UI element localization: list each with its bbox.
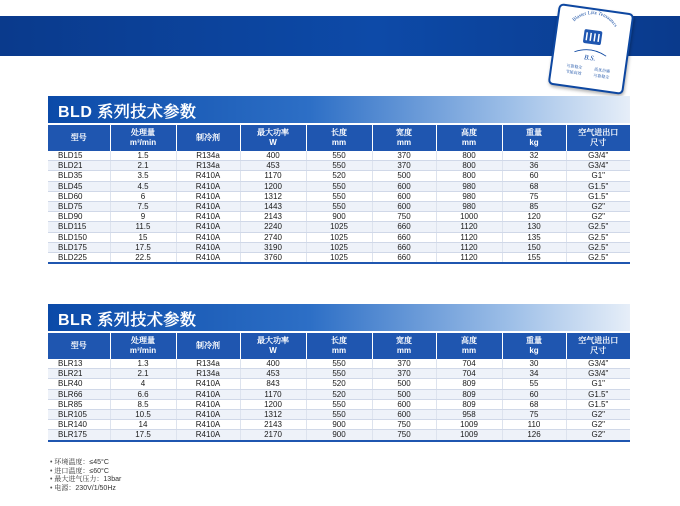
column-header-label: 高度 bbox=[461, 335, 477, 345]
table-cell: 14 bbox=[110, 420, 176, 430]
table-cell: 660 bbox=[372, 232, 436, 242]
column-header-unit: mm bbox=[331, 345, 347, 355]
table-cell: R410A bbox=[176, 399, 240, 409]
table-cell: 600 bbox=[372, 409, 436, 419]
table-cell: 550 bbox=[306, 409, 372, 419]
table-cell: G3/4" bbox=[566, 161, 630, 171]
bld-header-row bbox=[48, 125, 630, 151]
table-cell: G2" bbox=[566, 212, 630, 222]
table-cell: 1120 bbox=[436, 242, 502, 252]
table-cell: 400 bbox=[240, 151, 306, 161]
column-header-unit: m³/min bbox=[129, 137, 157, 147]
table-cell: 3190 bbox=[240, 242, 306, 252]
table-row bbox=[48, 191, 630, 201]
table-cell: 600 bbox=[372, 191, 436, 201]
table-row bbox=[48, 181, 630, 191]
table-cell: 980 bbox=[436, 201, 502, 211]
table-row bbox=[48, 201, 630, 211]
table-row bbox=[48, 379, 630, 389]
table-cell: 1312 bbox=[240, 191, 306, 201]
table-cell: 150 bbox=[502, 242, 566, 252]
table-cell: R410A bbox=[176, 409, 240, 419]
table-cell: R134a bbox=[176, 161, 240, 171]
model-cell: BLR40 bbox=[48, 379, 110, 389]
table-cell: R410A bbox=[176, 232, 240, 242]
table-row bbox=[48, 389, 630, 399]
column-header bbox=[240, 125, 306, 151]
note-inlet-temp: • 进口温度：≤60°C bbox=[50, 468, 121, 477]
table-cell: 7.5 bbox=[110, 201, 176, 211]
badge-line-2: 质优价廉 bbox=[593, 66, 611, 74]
table-cell: R410A bbox=[176, 430, 240, 441]
table-row bbox=[48, 430, 630, 441]
note-ambient-temp: • 环境温度：≤45°C bbox=[50, 459, 121, 468]
svg-text:Blaster Like Tensauters bbox=[572, 8, 619, 29]
table-cell: R410A bbox=[176, 181, 240, 191]
table-cell: 2.1 bbox=[110, 161, 176, 171]
table-cell: 9 bbox=[110, 212, 176, 222]
column-header-label: 宽度 bbox=[396, 127, 412, 137]
table-cell: 3760 bbox=[240, 252, 306, 263]
table-cell: 60 bbox=[502, 389, 566, 399]
table-row bbox=[48, 242, 630, 252]
table-cell: R134a bbox=[176, 151, 240, 161]
table-cell: 22.5 bbox=[110, 252, 176, 263]
table-cell: 520 bbox=[306, 379, 372, 389]
table-cell: 1312 bbox=[240, 409, 306, 419]
column-header-label: 高度 bbox=[461, 127, 477, 137]
model-cell: BLD150 bbox=[48, 232, 110, 242]
table-cell: 55 bbox=[502, 379, 566, 389]
table-cell: G1.5" bbox=[566, 181, 630, 191]
column-header bbox=[110, 333, 176, 359]
table-cell: 2.1 bbox=[110, 369, 176, 379]
table-cell: G2" bbox=[566, 420, 630, 430]
column-header-unit: mm bbox=[396, 137, 412, 147]
table-cell: 4.5 bbox=[110, 181, 176, 191]
model-cell: BLD45 bbox=[48, 181, 110, 191]
table-cell: 550 bbox=[306, 359, 372, 369]
note-power-supply: • 电源：230V/1/50Hz bbox=[50, 485, 121, 494]
table-cell: 30 bbox=[502, 359, 566, 369]
table-cell: R410A bbox=[176, 201, 240, 211]
table-cell: 809 bbox=[436, 399, 502, 409]
table-cell: 126 bbox=[502, 430, 566, 441]
model-cell: BLD15 bbox=[48, 151, 110, 161]
column-header bbox=[48, 333, 110, 359]
column-header bbox=[240, 333, 306, 359]
column-header-label: 宽度 bbox=[396, 335, 412, 345]
table-cell: 120 bbox=[502, 212, 566, 222]
table-row bbox=[48, 171, 630, 181]
column-header-label: 重量 bbox=[526, 335, 542, 345]
column-header-label: 最大功率 bbox=[257, 127, 289, 137]
column-header bbox=[306, 333, 372, 359]
table-cell: 370 bbox=[372, 161, 436, 171]
column-header-label: 长度 bbox=[331, 335, 347, 345]
table-cell: 809 bbox=[436, 379, 502, 389]
table-cell: 75 bbox=[502, 409, 566, 419]
column-header bbox=[176, 333, 240, 359]
table-cell: 1009 bbox=[436, 430, 502, 441]
table-row bbox=[48, 369, 630, 379]
table-cell: 1120 bbox=[436, 252, 502, 263]
badge-arc-text: Blaster Like Tensauters bbox=[572, 11, 618, 29]
table-row bbox=[48, 151, 630, 161]
table-cell: 500 bbox=[372, 389, 436, 399]
column-header-label: 空气进出口 bbox=[578, 127, 619, 137]
model-cell: BLD60 bbox=[48, 191, 110, 201]
bld-section-title: BLD 系列技术参数 bbox=[58, 104, 197, 121]
table-cell: 550 bbox=[306, 191, 372, 201]
column-header bbox=[502, 333, 566, 359]
brand-logo bbox=[548, 3, 635, 95]
table-cell: 550 bbox=[306, 201, 372, 211]
badge-line-1: 可靠稳定 bbox=[566, 62, 583, 70]
column-header bbox=[176, 125, 240, 151]
table-cell: R410A bbox=[176, 420, 240, 430]
column-header bbox=[566, 333, 630, 359]
table-cell: 958 bbox=[436, 409, 502, 419]
table-cell: 36 bbox=[502, 161, 566, 171]
column-header bbox=[48, 125, 110, 151]
model-cell: BLR105 bbox=[48, 409, 110, 419]
blr-spec-table bbox=[48, 333, 630, 442]
table-cell: 660 bbox=[372, 222, 436, 232]
table-cell: 1443 bbox=[240, 201, 306, 211]
table-cell: 1000 bbox=[436, 212, 502, 222]
column-header-label: 空气进出口 bbox=[578, 335, 619, 345]
table-cell: 15 bbox=[110, 232, 176, 242]
table-cell: 1170 bbox=[240, 171, 306, 181]
table-cell: 704 bbox=[436, 369, 502, 379]
table-cell: R410A bbox=[176, 222, 240, 232]
table-cell: 8.5 bbox=[110, 399, 176, 409]
table-cell: G1.5" bbox=[566, 389, 630, 399]
table-cell: 6 bbox=[110, 191, 176, 201]
table-cell: 1.5 bbox=[110, 151, 176, 161]
table-cell: 550 bbox=[306, 181, 372, 191]
table-cell: G3/4" bbox=[566, 369, 630, 379]
column-header bbox=[372, 125, 436, 151]
blr-section-header bbox=[48, 304, 630, 331]
table-cell: 34 bbox=[502, 369, 566, 379]
table-cell: 3.5 bbox=[110, 171, 176, 181]
table-row bbox=[48, 222, 630, 232]
table-cell: 550 bbox=[306, 369, 372, 379]
model-cell: BLD75 bbox=[48, 201, 110, 211]
table-cell: 1009 bbox=[436, 420, 502, 430]
table-cell: 843 bbox=[240, 379, 306, 389]
column-header bbox=[110, 125, 176, 151]
table-cell: 800 bbox=[436, 161, 502, 171]
column-header-label: 处理量 bbox=[131, 127, 155, 137]
column-header-label: 最大功率 bbox=[257, 335, 289, 345]
table-cell: 32 bbox=[502, 151, 566, 161]
table-cell: 1200 bbox=[240, 181, 306, 191]
table-cell: R134a bbox=[176, 359, 240, 369]
table-row bbox=[48, 232, 630, 242]
table-cell: 550 bbox=[306, 151, 372, 161]
table-cell: 520 bbox=[306, 171, 372, 181]
table-cell: 750 bbox=[372, 430, 436, 441]
table-cell: 1120 bbox=[436, 222, 502, 232]
table-row bbox=[48, 399, 630, 409]
table-cell: 750 bbox=[372, 420, 436, 430]
table-cell: 500 bbox=[372, 171, 436, 181]
table-cell: 68 bbox=[502, 399, 566, 409]
table-cell: 17.5 bbox=[110, 242, 176, 252]
table-cell: R410A bbox=[176, 242, 240, 252]
blr-section-title: BLR 系列技术参数 bbox=[58, 312, 197, 329]
table-cell: R134a bbox=[176, 369, 240, 379]
column-header-unit: W bbox=[269, 137, 277, 147]
table-cell: 550 bbox=[306, 399, 372, 409]
table-row bbox=[48, 212, 630, 222]
table-cell: 75 bbox=[502, 191, 566, 201]
table-cell: G2.5" bbox=[566, 222, 630, 232]
model-cell: BLR175 bbox=[48, 430, 110, 441]
table-cell: 980 bbox=[436, 181, 502, 191]
table-cell: 1025 bbox=[306, 242, 372, 252]
note-max-pressure: • 最大进气压力：13bar bbox=[50, 476, 121, 485]
table-cell: 1025 bbox=[306, 232, 372, 242]
table-cell: 370 bbox=[372, 151, 436, 161]
column-header-unit: m³/min bbox=[129, 345, 157, 355]
table-cell: G3/4" bbox=[566, 359, 630, 369]
svg-text:B.S.: B.S. bbox=[583, 53, 596, 63]
table-cell: 11.5 bbox=[110, 222, 176, 232]
table-cell: 1025 bbox=[306, 252, 372, 263]
table-cell: G2" bbox=[566, 409, 630, 419]
table-cell: 2143 bbox=[240, 420, 306, 430]
table-cell: 660 bbox=[372, 242, 436, 252]
table-cell: 110 bbox=[502, 420, 566, 430]
column-header-unit: kg bbox=[529, 345, 539, 355]
table-cell: 750 bbox=[372, 212, 436, 222]
table-row bbox=[48, 409, 630, 419]
model-cell: BLR13 bbox=[48, 359, 110, 369]
table-cell: 600 bbox=[372, 201, 436, 211]
table-cell: G2.5" bbox=[566, 252, 630, 263]
table-cell: 2740 bbox=[240, 232, 306, 242]
table-cell: 600 bbox=[372, 181, 436, 191]
column-header-unit: W bbox=[269, 345, 277, 355]
column-header-unit: mm bbox=[461, 345, 477, 355]
table-cell: 453 bbox=[240, 161, 306, 171]
table-cell: 2170 bbox=[240, 430, 306, 441]
column-header-label: 制冷剂 bbox=[196, 340, 220, 350]
table-cell: 2143 bbox=[240, 212, 306, 222]
table-cell: R410A bbox=[176, 171, 240, 181]
column-header-unit: mm bbox=[331, 137, 347, 147]
column-header-label: 处理量 bbox=[131, 335, 155, 345]
table-cell: R410A bbox=[176, 252, 240, 263]
bld-spec-table bbox=[48, 125, 630, 264]
table-cell: R410A bbox=[176, 191, 240, 201]
table-cell: R410A bbox=[176, 212, 240, 222]
table-cell: G1.5" bbox=[566, 399, 630, 409]
table-cell: 980 bbox=[436, 191, 502, 201]
table-cell: 660 bbox=[372, 252, 436, 263]
table-row bbox=[48, 420, 630, 430]
table-cell: G2.5" bbox=[566, 232, 630, 242]
model-cell: BLR21 bbox=[48, 369, 110, 379]
column-header-label: 重量 bbox=[526, 127, 542, 137]
table-cell: 155 bbox=[502, 252, 566, 263]
table-cell: R410A bbox=[176, 389, 240, 399]
table-cell: 6.6 bbox=[110, 389, 176, 399]
table-cell: G2" bbox=[566, 430, 630, 441]
footnotes bbox=[50, 459, 121, 493]
model-cell: BLD35 bbox=[48, 171, 110, 181]
column-header-unit: kg bbox=[529, 137, 539, 147]
table-cell: 600 bbox=[372, 399, 436, 409]
column-header bbox=[306, 125, 372, 151]
table-cell: 900 bbox=[306, 420, 372, 430]
table-cell: G1.5" bbox=[566, 191, 630, 201]
table-cell: 800 bbox=[436, 171, 502, 181]
column-header-unit: mm bbox=[396, 345, 412, 355]
table-cell: G2.5" bbox=[566, 242, 630, 252]
table-cell: 500 bbox=[372, 379, 436, 389]
table-cell: 68 bbox=[502, 181, 566, 191]
column-header-unit: 尺寸 bbox=[590, 137, 607, 147]
table-cell: 1025 bbox=[306, 222, 372, 232]
table-cell: R410A bbox=[176, 379, 240, 389]
model-cell: BLR85 bbox=[48, 399, 110, 409]
table-cell: 85 bbox=[502, 201, 566, 211]
table-cell: 10.5 bbox=[110, 409, 176, 419]
table-cell: 900 bbox=[306, 430, 372, 441]
table-cell: 370 bbox=[372, 359, 436, 369]
table-row bbox=[48, 252, 630, 263]
table-cell: 130 bbox=[502, 222, 566, 232]
badge-line-4: 可靠稳定 bbox=[593, 72, 610, 80]
column-header bbox=[436, 333, 502, 359]
column-header-label: 型号 bbox=[70, 132, 87, 142]
model-cell: BLR66 bbox=[48, 389, 110, 399]
table-cell: 800 bbox=[436, 151, 502, 161]
table-cell: 809 bbox=[436, 389, 502, 399]
table-cell: 1.3 bbox=[110, 359, 176, 369]
table-cell: 135 bbox=[502, 232, 566, 242]
table-cell: G1" bbox=[566, 379, 630, 389]
table-cell: 1170 bbox=[240, 389, 306, 399]
table-cell: 1200 bbox=[240, 399, 306, 409]
model-cell: BLD90 bbox=[48, 212, 110, 222]
table-cell: G1" bbox=[566, 171, 630, 181]
column-header-unit: mm bbox=[461, 137, 477, 147]
table-cell: 520 bbox=[306, 389, 372, 399]
table-cell: 900 bbox=[306, 212, 372, 222]
blr-header-row bbox=[48, 333, 630, 359]
model-cell: BLD225 bbox=[48, 252, 110, 263]
column-header-unit: 尺寸 bbox=[590, 345, 607, 355]
column-header bbox=[502, 125, 566, 151]
table-cell: 17.5 bbox=[110, 430, 176, 441]
column-header-label: 长度 bbox=[331, 127, 347, 137]
table-cell: 704 bbox=[436, 359, 502, 369]
table-row bbox=[48, 359, 630, 369]
model-cell: BLD21 bbox=[48, 161, 110, 171]
table-row bbox=[48, 161, 630, 171]
table-cell: 453 bbox=[240, 369, 306, 379]
table-cell: G3/4" bbox=[566, 151, 630, 161]
table-cell: G2" bbox=[566, 201, 630, 211]
table-cell: 370 bbox=[372, 369, 436, 379]
table-cell: 4 bbox=[110, 379, 176, 389]
model-cell: BLD115 bbox=[48, 222, 110, 232]
column-header bbox=[566, 125, 630, 151]
column-header bbox=[436, 125, 502, 151]
table-cell: 400 bbox=[240, 359, 306, 369]
table-cell: 550 bbox=[306, 161, 372, 171]
model-cell: BLD175 bbox=[48, 242, 110, 252]
table-cell: 1120 bbox=[436, 232, 502, 242]
model-cell: BLR140 bbox=[48, 420, 110, 430]
table-cell: 60 bbox=[502, 171, 566, 181]
column-header-label: 型号 bbox=[70, 340, 87, 350]
bld-section-header bbox=[48, 96, 630, 123]
table-cell: 2240 bbox=[240, 222, 306, 232]
column-header-label: 制冷剂 bbox=[196, 132, 220, 142]
badge-line-3: 节能高效 bbox=[565, 68, 582, 76]
column-header bbox=[372, 333, 436, 359]
